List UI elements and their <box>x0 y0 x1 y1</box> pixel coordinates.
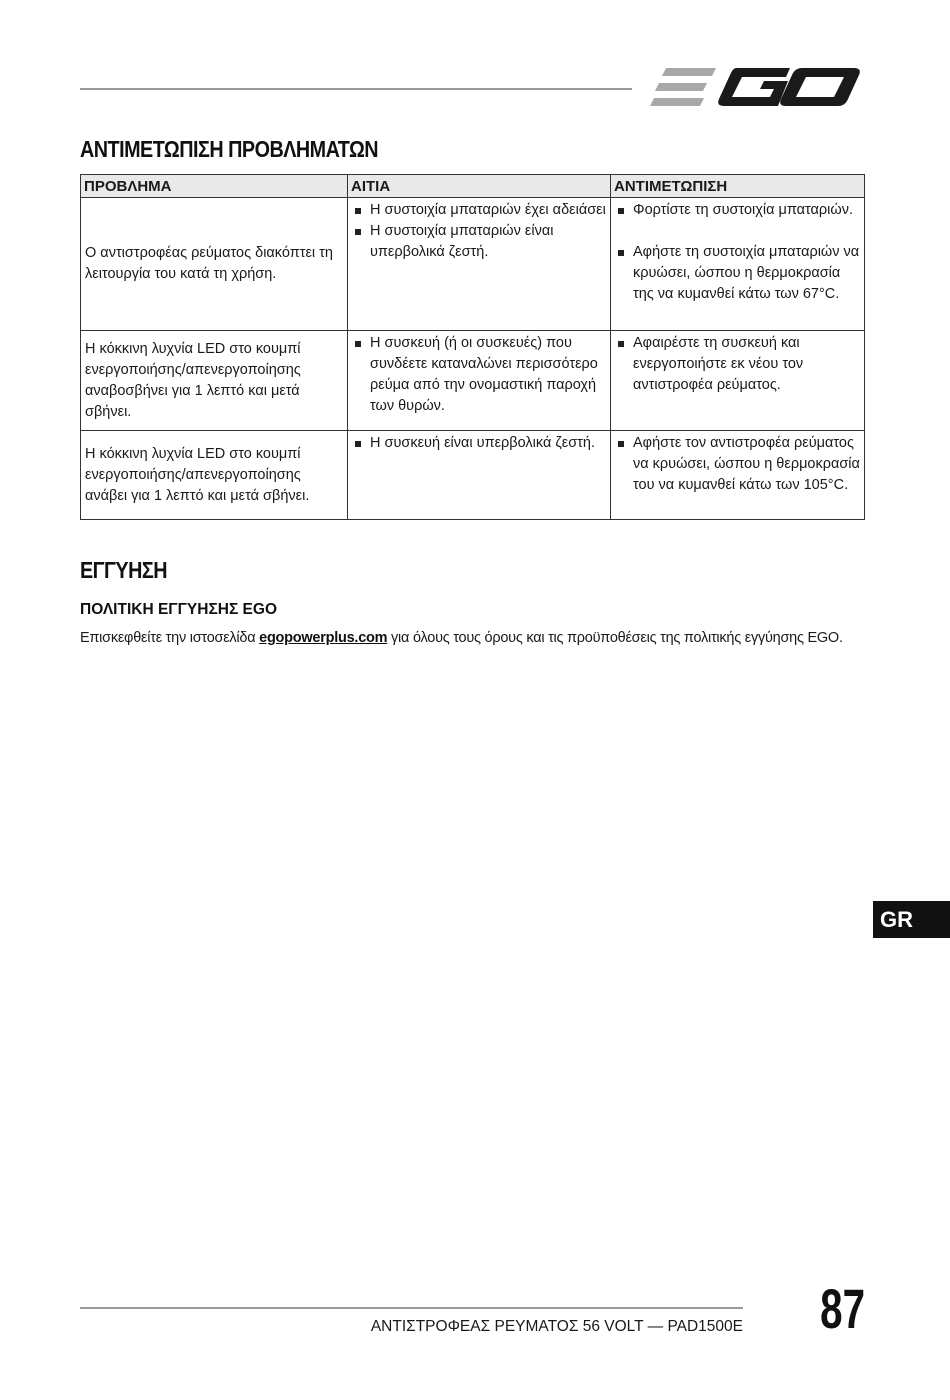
table-row <box>81 431 865 520</box>
problem-cell: Η κόκκινη λυχνία LED στο κουμπί ενεργοποιήσης/απενεργοποίησης αναβοσβήνει για 1 λεπτό και μετά σβήνει. <box>81 331 348 431</box>
troubleshooting-heading: ΑΝΤΙΜΕΤΩΠΙΣΗ ΠΡΟΒΛΗΜΑΤΩΝ <box>80 136 379 162</box>
policy-text-before: Επισκεφθείτε την ιστοσελίδα <box>80 630 260 646</box>
problem-cell: Η κόκκινη λυχνία LED στο κουμπί ενεργοποιήσης/απενεργοποίησης ανάβει για 1 λεπτό και μετά σβήνει. <box>81 431 348 520</box>
table-row <box>81 198 865 331</box>
table-row <box>81 331 865 431</box>
cause-item: Η συστοιχία μπαταριών έχει αδειάσει <box>352 200 606 221</box>
cause-item: Η συστοιχία μπαταριών είναι υπερβολικά ζεστή. <box>352 221 606 263</box>
solution-item: Αφήστε τη συστοιχία μπαταριών να κρυώσει, ώσπου η θερμοκρασία της να κυμανθεί κάτω των 67°C. <box>615 242 860 305</box>
solution-item: Αφαιρέστε τη συσκευή και ενεργοποιήστε εκ νέου τον αντιστροφέα ρεύματος. <box>615 333 860 396</box>
warranty-heading: ΕΓΓΥΗΣΗ <box>80 557 167 583</box>
cause-item: Η συσκευή (ή οι συσκευές) που συνδέετε καταναλώνει περισσότερο ρεύμα από την ονομαστική παροχή των θυρών. <box>352 333 606 417</box>
cause-cell <box>348 431 611 520</box>
troubleshooting-table <box>80 174 865 520</box>
solution-cell <box>611 331 865 431</box>
warranty-policy-heading: ΠΟΛΙΤΙΚΗ ΕΓΓΥΗΣΗΣ EGO <box>80 601 278 618</box>
problem-cell: Ο αντιστροφέας ρεύματος διακόπτει τη λειτουργία του κατά τη χρήση. <box>81 198 348 331</box>
cause-item: Η συσκευή είναι υπερβολικά ζεστή. <box>352 433 606 454</box>
warranty-policy-text <box>80 630 843 646</box>
page-number: 87 <box>820 1277 865 1340</box>
footer-rule <box>80 1307 743 1309</box>
footer-title: ΑΝΤΙΣΤΡΟΦΕΑΣ ΡΕΥΜΑΤΟΣ 56 VOLT — PAD1500E <box>370 1318 743 1335</box>
table-header-row <box>81 175 865 198</box>
cause-cell <box>348 198 611 331</box>
ego-logo <box>650 62 862 112</box>
language-tab: GR <box>873 901 950 938</box>
column-header-solution: ΑΝΤΙΜΕΤΩΠΙΣΗ <box>611 175 865 198</box>
ego-logo-go-letters <box>718 68 860 106</box>
column-header-problem: ΠΡΟΒΛΗΜΑ <box>81 175 348 198</box>
header-rule <box>80 88 632 90</box>
egopowerplus-link[interactable]: egopowerplus.com <box>259 630 388 646</box>
solution-cell <box>611 431 865 520</box>
solution-cell <box>611 198 865 331</box>
ego-logo-e-stripes <box>650 68 716 106</box>
policy-text-after: για όλους τους όρους και τις προϋποθέσεις της πολιτικής εγγύησης EGO. <box>387 630 843 646</box>
column-header-cause: ΑΙΤΙΑ <box>348 175 611 198</box>
cause-cell <box>348 331 611 431</box>
solution-item: Αφήστε τον αντιστροφέα ρεύματος να κρυώσει, ώσπου η θερμοκρασία του να κυμανθεί κάτω των 105°C. <box>615 433 860 496</box>
solution-item: Φορτίστε τη συστοιχία μπαταριών. <box>615 200 860 221</box>
